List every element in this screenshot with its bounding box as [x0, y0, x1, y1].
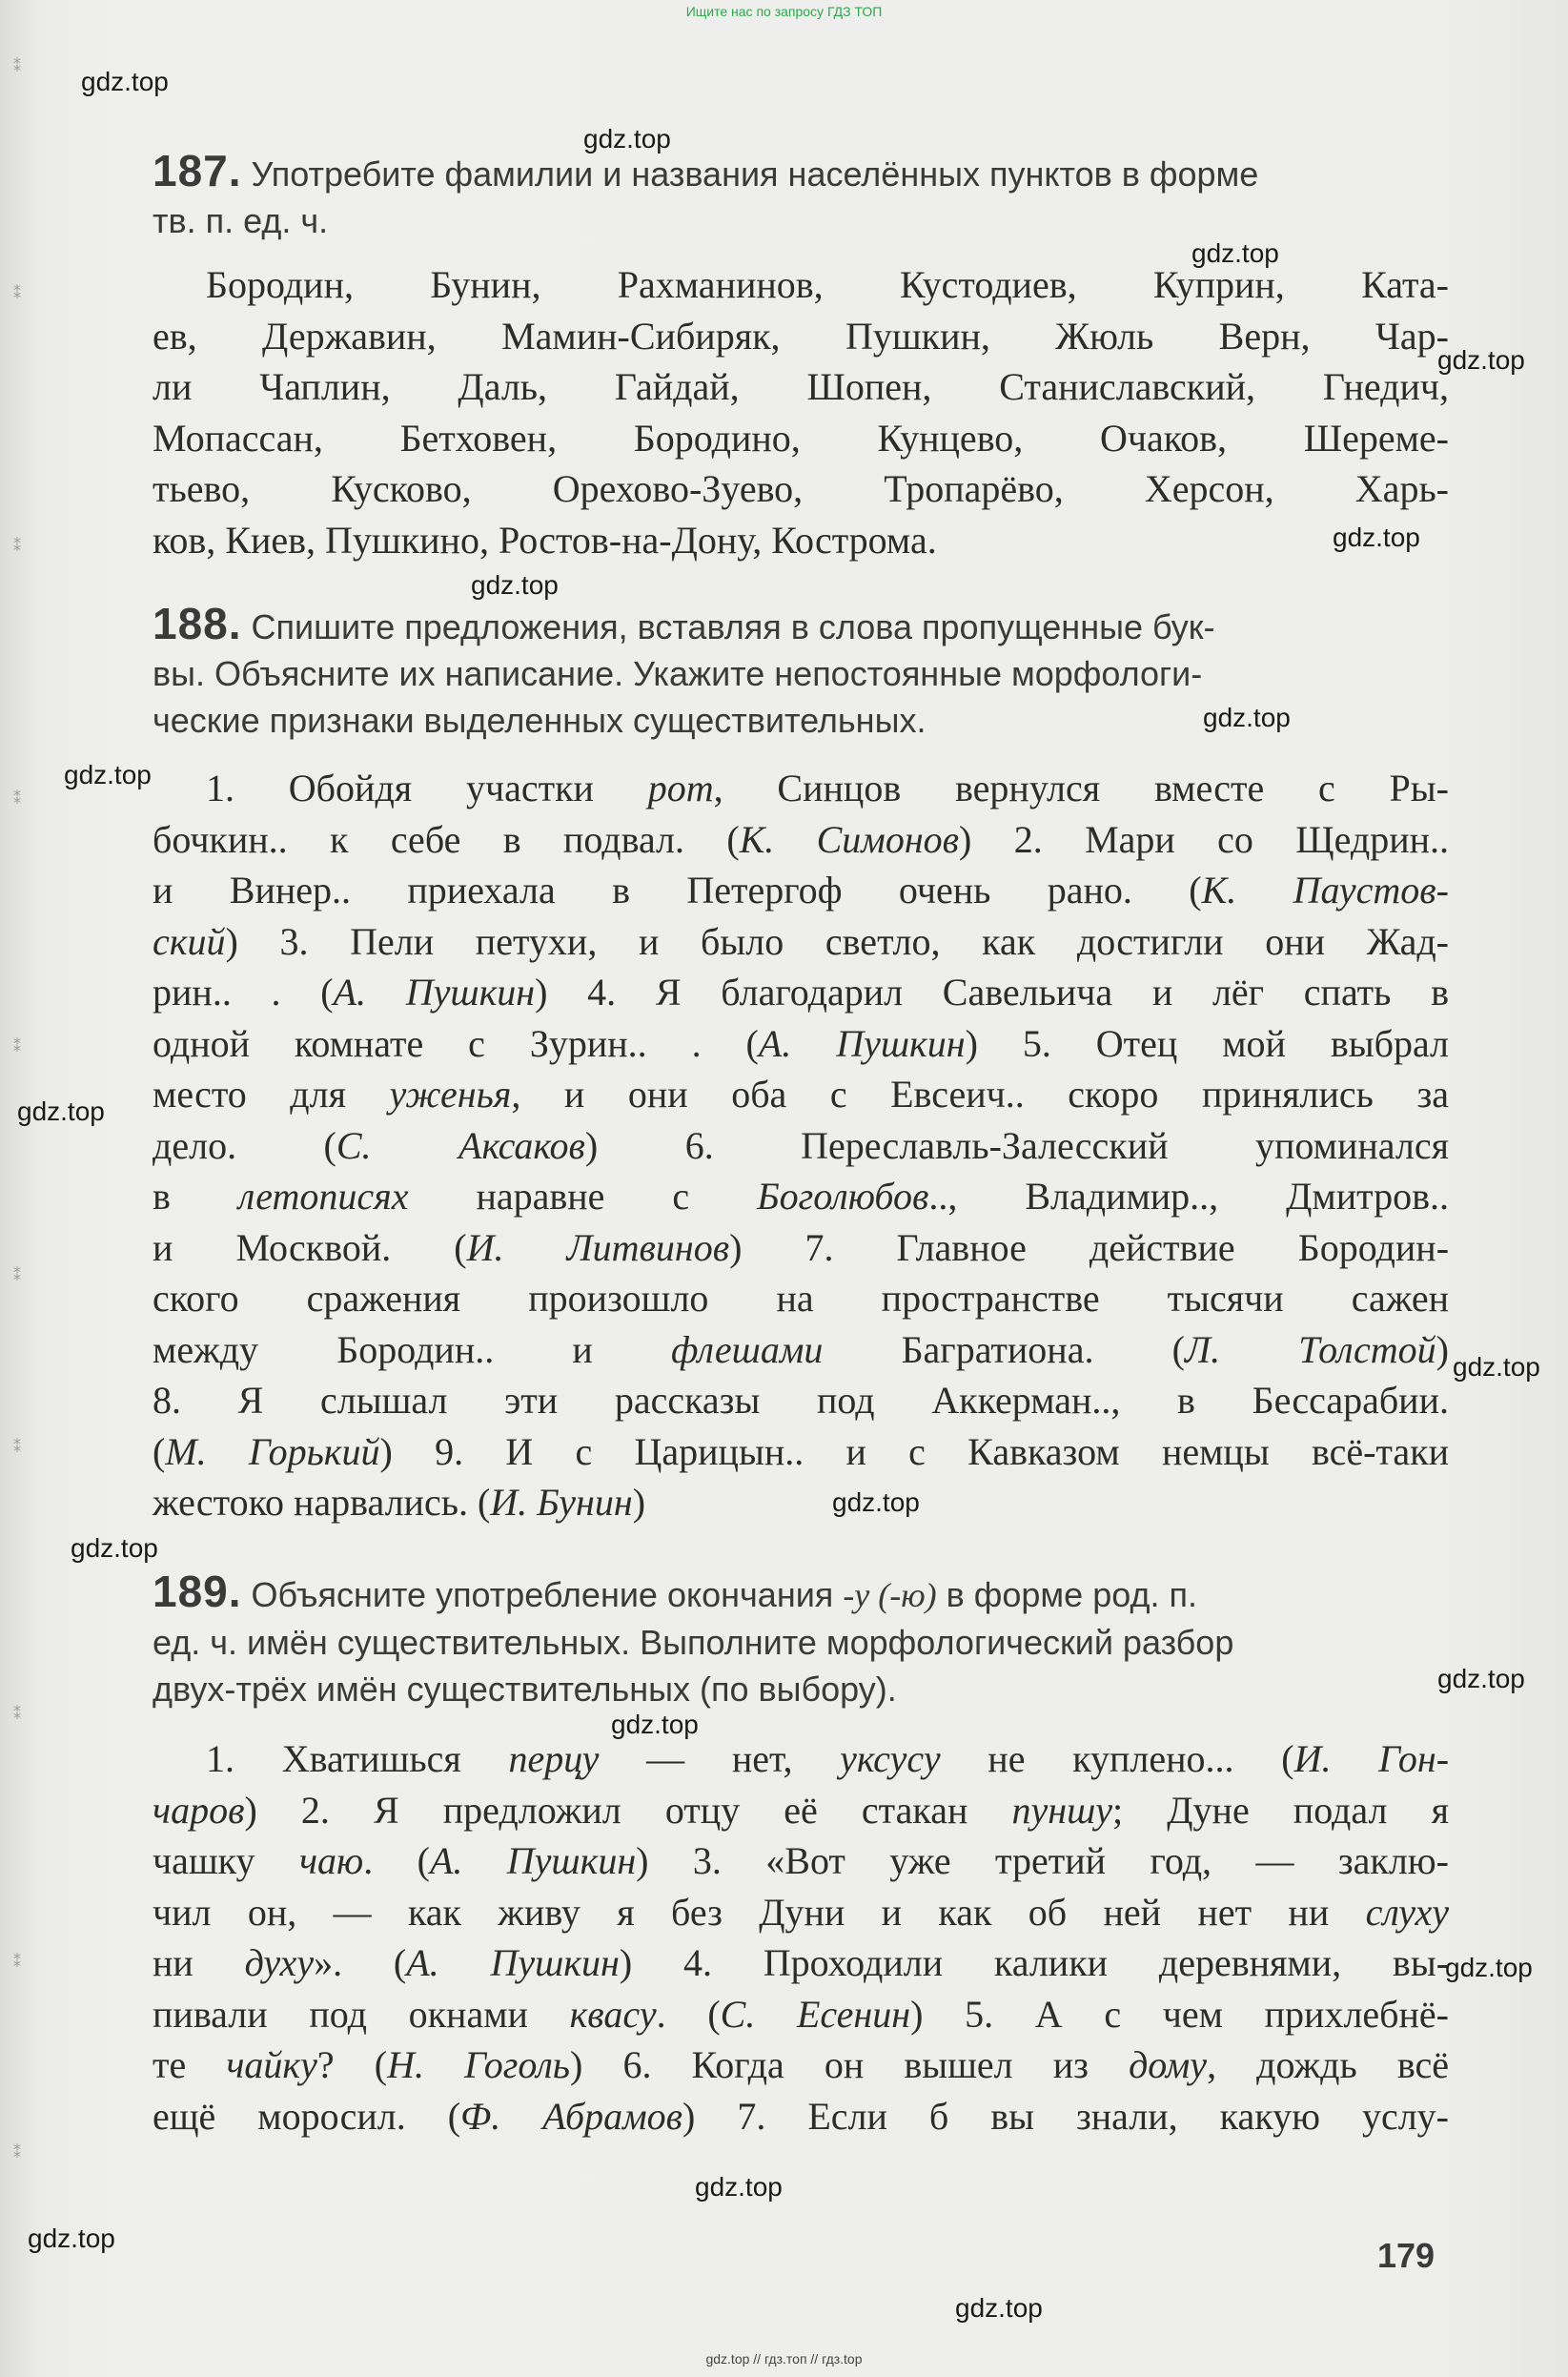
binding-ring-icon: ⁑: [13, 1266, 21, 1284]
task-prompt: Употребите фамилии и названия населённых пунктов в форме: [251, 154, 1259, 194]
text-line: ков, Киев, Пушкино, Ростов-на-Дону, Кострома.: [153, 518, 937, 562]
task-prompt: ед. ч. имён существительных. Выполните морфологический разбор: [153, 1623, 1234, 1662]
text-line: ский) 3. Пели петухи, и было светло, как достигли они Жад-: [153, 919, 1449, 963]
task-prompt: тв. п. ед. ч.: [153, 201, 329, 240]
binding-ring-icon: ⁑: [13, 1953, 21, 1971]
task-number: 187.: [153, 146, 242, 195]
binding-ring-icon: ⁑: [13, 537, 21, 555]
watermark: gdz.top: [1445, 1953, 1533, 1982]
watermark: gdz.top: [64, 760, 152, 789]
task-prompt: Спишите предложения, вставляя в слова пропущенные бук-: [251, 607, 1215, 646]
text-line: те чайку? (Н. Гоголь) 6. Когда он вышел из дому, дождь всё: [153, 2043, 1450, 2086]
binding-ring-icon: ⁑: [13, 284, 21, 302]
task-number: 188.: [153, 599, 242, 648]
text-line: чашку чаю. (А. Пушкин) 3. «Вот уже третий год, — заклю-: [153, 1839, 1449, 1882]
binding-ring-icon: ⁑: [13, 1037, 21, 1055]
text-line: в летописях наравне с Боголюбов.., Владимир.., Дмитров..: [153, 1175, 1449, 1218]
task-188-heading: [153, 601, 1449, 744]
text-line: тьево, Кусково, Орехово-Зуево, Тропарёво, Херсон, Харь-: [153, 467, 1449, 510]
task-prompt: в форме род. п.: [936, 1575, 1197, 1614]
watermark: gdz.top: [583, 124, 671, 154]
text-line: и Москвой. (И. Литвинов) 7. Главное действие Бородин-: [153, 1225, 1450, 1269]
watermark: gdz.top: [1437, 1664, 1525, 1693]
watermark: gdz.top: [1437, 345, 1525, 375]
text-line: чаров) 2. Я предложил отцу её стакан пуншу; Дуне подал я: [153, 1788, 1449, 1832]
task-189-body: [153, 1733, 1449, 2141]
watermark: gdz.top: [17, 1096, 105, 1126]
text-line: место для уженья, и они оба с Евсеич.. скоро принялись за: [153, 1073, 1450, 1116]
task-prompt: Объясните употребление окончания: [251, 1575, 844, 1614]
text-line: одной комнате с Зурин.. . (А. Пушкин) 5. Отец мой выбрал: [153, 1021, 1450, 1065]
text-line: ли Чаплин, Даль, Гайдай, Шопен, Станиславский, Гнедич,: [153, 365, 1449, 408]
watermark: gdz.top: [471, 570, 559, 600]
binding-ring-icon: ⁑: [13, 1705, 21, 1723]
task-187-heading: [153, 148, 1449, 244]
task-prompt: ческие признаки выделенных существительных.: [153, 701, 927, 740]
top-banner: Ищите нас по запросу ГДЗ ТОП: [685, 4, 883, 19]
text-line: пивали под окнами квасу. (С. Есенин) 5. А с чем прихлебнё-: [153, 1992, 1449, 2036]
watermark: gdz.top: [1333, 523, 1420, 552]
text-line: дело. (С. Аксаков) 6. Переславль-Залесский упоминался: [153, 1123, 1449, 1167]
watermark: gdz.top: [611, 1710, 699, 1739]
binding-ring-icon: ⁑: [13, 1438, 21, 1456]
text-line: и Винер.. приехала в Петергоф очень рано. (К. Паустов-: [153, 869, 1449, 912]
text-line: чил он, — как живу я без Дуни и как об ней нет ни слуху: [153, 1890, 1449, 1934]
watermark: gdz.top: [28, 2223, 115, 2253]
bottom-banner: gdz.top // гдз.топ // гдз.top: [705, 2351, 863, 2367]
text-line: 1. Обойдя участки рот, Синцов вернулся вместе с Ры-: [206, 767, 1450, 809]
task-187-body: [153, 259, 1449, 565]
text-line: (М. Горький) 9. И с Царицын.. и с Кавказом немцы всё-таки: [153, 1429, 1449, 1473]
watermark: gdz.top: [1453, 1352, 1540, 1382]
task-number: 189.: [153, 1567, 242, 1616]
text-line: Бородин, Бунин, Рахманинов, Кустодиев, Куприн, Ката-: [206, 263, 1449, 306]
task-prompt: -у (-ю): [843, 1576, 937, 1614]
text-line: бочкин.. к себе в подвал. (К. Симонов) 2. Мари со Щедрин..: [153, 817, 1450, 861]
watermark: gdz.top: [832, 1487, 920, 1517]
binding-ring-icon: ⁑: [13, 2143, 21, 2162]
task-prompt: двух-трёх имён существительных (по выбору).: [153, 1670, 897, 1709]
watermark: gdz.top: [81, 67, 169, 96]
watermark: gdz.top: [1203, 703, 1291, 732]
task-188-body: [153, 763, 1449, 1528]
task-189-heading: [153, 1568, 1449, 1712]
watermark: gdz.top: [955, 2293, 1043, 2323]
watermark: gdz.top: [695, 2172, 783, 2202]
binding-ring-icon: ⁑: [13, 789, 21, 808]
binding-ring-icon: ⁑: [13, 57, 21, 75]
watermark: gdz.top: [1191, 238, 1279, 268]
text-line: ского сражения произошло на пространстве тысячи сажен: [153, 1277, 1449, 1320]
task-prompt: вы. Объясните их написание. Укажите непостоянные морфологи-: [153, 654, 1203, 693]
page-number: 179: [1377, 2236, 1436, 2275]
text-line: 1. Хватишься перцу — нет, уксусу не куплено... (И. Гон-: [206, 1737, 1450, 1780]
text-line: жестоко нарвались. (И. Бунин): [153, 1481, 646, 1524]
text-line: ев, Державин, Мамин-Сибиряк, Пушкин, Жюль Верн, Чар-: [153, 314, 1449, 358]
text-line: между Бородин.. и флешами Багратиона. (Л. Толстой): [153, 1327, 1449, 1371]
text-line: Мопассан, Бетховен, Бородино, Кунцево, Очаков, Шереме-: [153, 416, 1449, 460]
text-line: ещё моросил. (Ф. Абрамов) 7. Если б вы знали, какую услу-: [153, 2094, 1449, 2138]
watermark: gdz.top: [71, 1533, 158, 1563]
text-line: ни духу». (А. Пушкин) 4. Проходили калики деревнями, вы-: [153, 1941, 1450, 1984]
text-line: рин.. . (А. Пушкин) 4. Я благодарил Савельича и лёг спать в: [153, 971, 1450, 1014]
text-line: 8. Я слышал эти рассказы под Аккерман.., в Бессарабии.: [153, 1379, 1449, 1422]
